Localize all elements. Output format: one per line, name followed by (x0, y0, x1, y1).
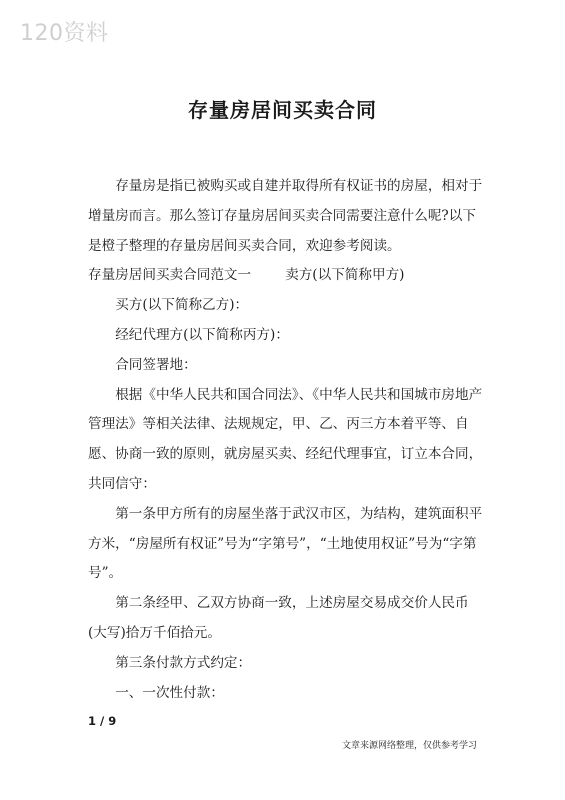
document-body (88, 172, 486, 708)
article-2: 第二条经甲、乙双方协商一致，上述房屋交易成交价人民币(大写)拾万千佰拾元。 (88, 595, 469, 641)
footer-note: 文章来源网络整理，仅供参考学习 (341, 741, 477, 751)
intro-paragraph: 存量房是指已被购买或自建并取得所有权证书的房屋，相对于增量房而言。那么签订存量房居间买卖合同需要注意什么呢?以下是橙子整理的存量房居间买卖合同，欢迎参考阅读。 (88, 178, 483, 254)
basis-paragraph: 根据《中华人民共和国合同法》、《中华人民共和国城市房地产管理法》等相关法律、法规规定，甲、乙、丙三方本着平等、自愿、协商一致的原则，就房屋买卖、经纪代理事宜，订立本合同，共同信守： (88, 386, 483, 492)
sample-heading: 存量房居间买卖合同范文一 (88, 267, 252, 284)
agent-line: 经纪代理方(以下简称丙方)： (115, 326, 289, 343)
sign-place-line: 合同签署地： (115, 356, 197, 373)
article-3: 第三条付款方式约定： (115, 654, 252, 671)
document-title: 存量房居间买卖合同 (188, 98, 377, 122)
buyer-line: 买方(以下简称乙方)： (115, 297, 249, 314)
sample-heading-line (88, 261, 486, 291)
article-1: 第一条甲方所有的房屋坐落于武汉市区，为结构，建筑面积平方米，“房屋所有权证”号为“字第号”，“土地使用权证”号为“字第号”。 (88, 505, 483, 582)
seller-line: 卖方(以下简称甲方) (285, 267, 405, 284)
watermark: 120资料 (20, 21, 109, 46)
page-number: 1 / 9 (88, 714, 117, 728)
item-1: 一、一次性付款： (115, 684, 224, 701)
